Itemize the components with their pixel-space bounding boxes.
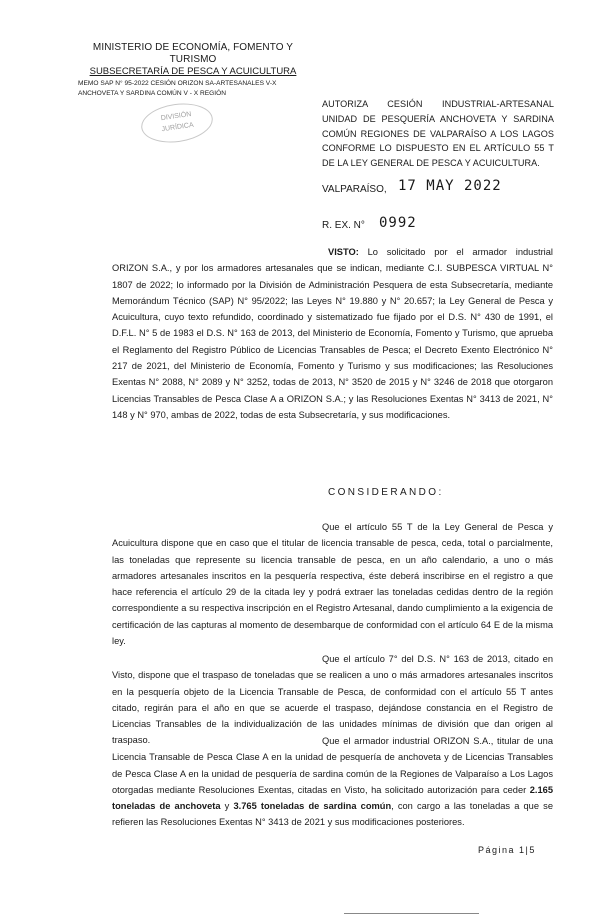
stamp-line1: DIVISIÓN xyxy=(160,110,192,123)
memo-reference-line2: ANCHOVETA Y SARDINA COMÚN V - X REGIÓN xyxy=(78,90,227,97)
considerando3-part1: Que el armador industrial ORIZON S.A., titular de una Licencia Transable de Pesca Clase A en la unidad de pesquería de anchoveta y de Licencias Transables de Pesca Clase A en la unidad de pesquería de sardina común de la Regiones de Valparaíso a Los Lagos otorgadas mediante Resoluciones Exentas, citadas en Visto, ha solicitado autorización para ceder xyxy=(112,736,553,795)
resolution-number-line xyxy=(322,215,562,235)
considerando-heading: CONSIDERANDO: xyxy=(328,487,444,498)
rex-label: R. EX. N° xyxy=(322,220,365,231)
anchoveta-tonnage: 2.165 toneladas de anchoveta xyxy=(112,784,553,812)
considerando3-part2: y xyxy=(220,801,234,812)
sardina-tonnage: 3.765 toneladas de sardina común xyxy=(233,801,392,812)
footer-rule xyxy=(344,913,479,914)
stamped-date: 17 MAY 2022 xyxy=(398,178,502,194)
memo-reference-line1: MEMO SAP N° 95-2022 CESIÓN ORIZON SA-ARTESANALES V-X xyxy=(78,80,277,87)
letterhead xyxy=(78,42,308,98)
considerando-paragraph-1: Que el artículo 55 T de la Ley General de Pesca y Acuicultura dispone que en caso que el titular de licencia transable de pesca, ceda, total o parcialmente, las toneladas que represente su licencia transable de pesca, en un año calendario, a uno o más armadores artesanales inscritos en la pesquería respectiva, éste deberá inscribirse en el registro a que hace referencia el artículo 29 de la citada ley y podrá extraer las toneladas cedidas dentro de la región correspondiente a su respectiva inscripción en el Registro Artesanal, dando cumplimiento a la exigencia de certificación de las capturas al momento de desembarque de conformidad con el artículo 64 E de la misma ley. xyxy=(112,522,553,647)
considerando3-part3: , con cargo a las toneladas a que se refieren las Resoluciones Exentas N° 3413 de 2021 y sus modificaciones posteriores. xyxy=(112,801,553,828)
place: VALPARAÍSO, xyxy=(322,184,387,195)
page-number: Página 1|5 xyxy=(478,845,536,855)
resolution-title: AUTORIZA CESIÓN INDUSTRIAL-ARTESANAL UNIDAD DE PESQUERÍA ANCHOVETA Y SARDINA COMÚN REGIONES DE VALPARAÍSO A LOS LAGOS CONFORME LO DISPUESTO EN EL ARTÍCULO 55 T DE LA LEY GENERAL DE PESCA Y ACUICULTURA. xyxy=(322,99,554,169)
rex-number: 0992 xyxy=(379,215,417,231)
visto-text: Lo solicitado por el armador industrial ORIZON S.A., y por los armadores artesanales que se indican, mediante C.I. SUBPESCA VIRTUAL N° 1807 de 2022; lo informado por la División de Administración Pesquera de esta Subsecretaría, mediante Memorándum Técnico (SAP) N° 95/2022; las Leyes N° 19.880 y N° 20.657; la Ley General de Pesca y Acuicultura, cuyo texto refundido, coordinado y sistematizado fue fijado por el D.S. N° 430 de 1991, el D.F.L. N° 5 de 1983 el D.S. N° 163 de 2013, del Ministerio de Economía, Fomento y Turismo, que aprueba el Reglamento del Registro Público de Licencias Transables de Pesca; el Decreto Exento Electrónico N° 217 de 2021, del Ministerio de Economía, Fomento y Turismo y sus modificaciones; las Resoluciones Exentas N° 2088, N° 2089 y N° 3252, todas de 2013, N° 3520 de 2015 y N° 3246 de 2018 que otorgaron Licencias Transables de Pesca Clase A a ORIZON S.A.; y las Resoluciones Exentas N° 3413 de 2021, N° 148 y N° 970, ambas de 2022, todas de esta Subsecretaría, y sus modificaciones. xyxy=(112,247,553,420)
legal-division-stamp xyxy=(139,99,216,147)
stamp-line2: JURÍDICA xyxy=(161,121,195,134)
visto-label: VISTO: xyxy=(328,247,359,257)
ministry-name: MINISTERIO DE ECONOMÍA, FOMENTO Y TURISMO xyxy=(92,42,294,65)
considerando-paragraph-2: Que el artículo 7° del D.S. N° 163 de 2013, citado en Visto, dispone que el traspaso de toneladas que se realicen a uno o más armadores artesanales inscritos en la pesquería objeto de la Licencia Transable de Pesca, de conformidad con el artículo 55 T antes citado, regirán para el año en que se acuerde el traspaso, dejándose constancia en el Registro de Licencias Transables de la individualización de las unidades mínimas de división que dan origen al traspaso. xyxy=(112,654,553,746)
subsecretaria-name: SUBSECRETARÍA DE PESCA Y ACUICULTURA xyxy=(89,66,297,77)
place-date-line xyxy=(322,178,562,198)
visto-paragraph xyxy=(112,244,553,423)
considerando-paragraph-3 xyxy=(112,733,553,831)
